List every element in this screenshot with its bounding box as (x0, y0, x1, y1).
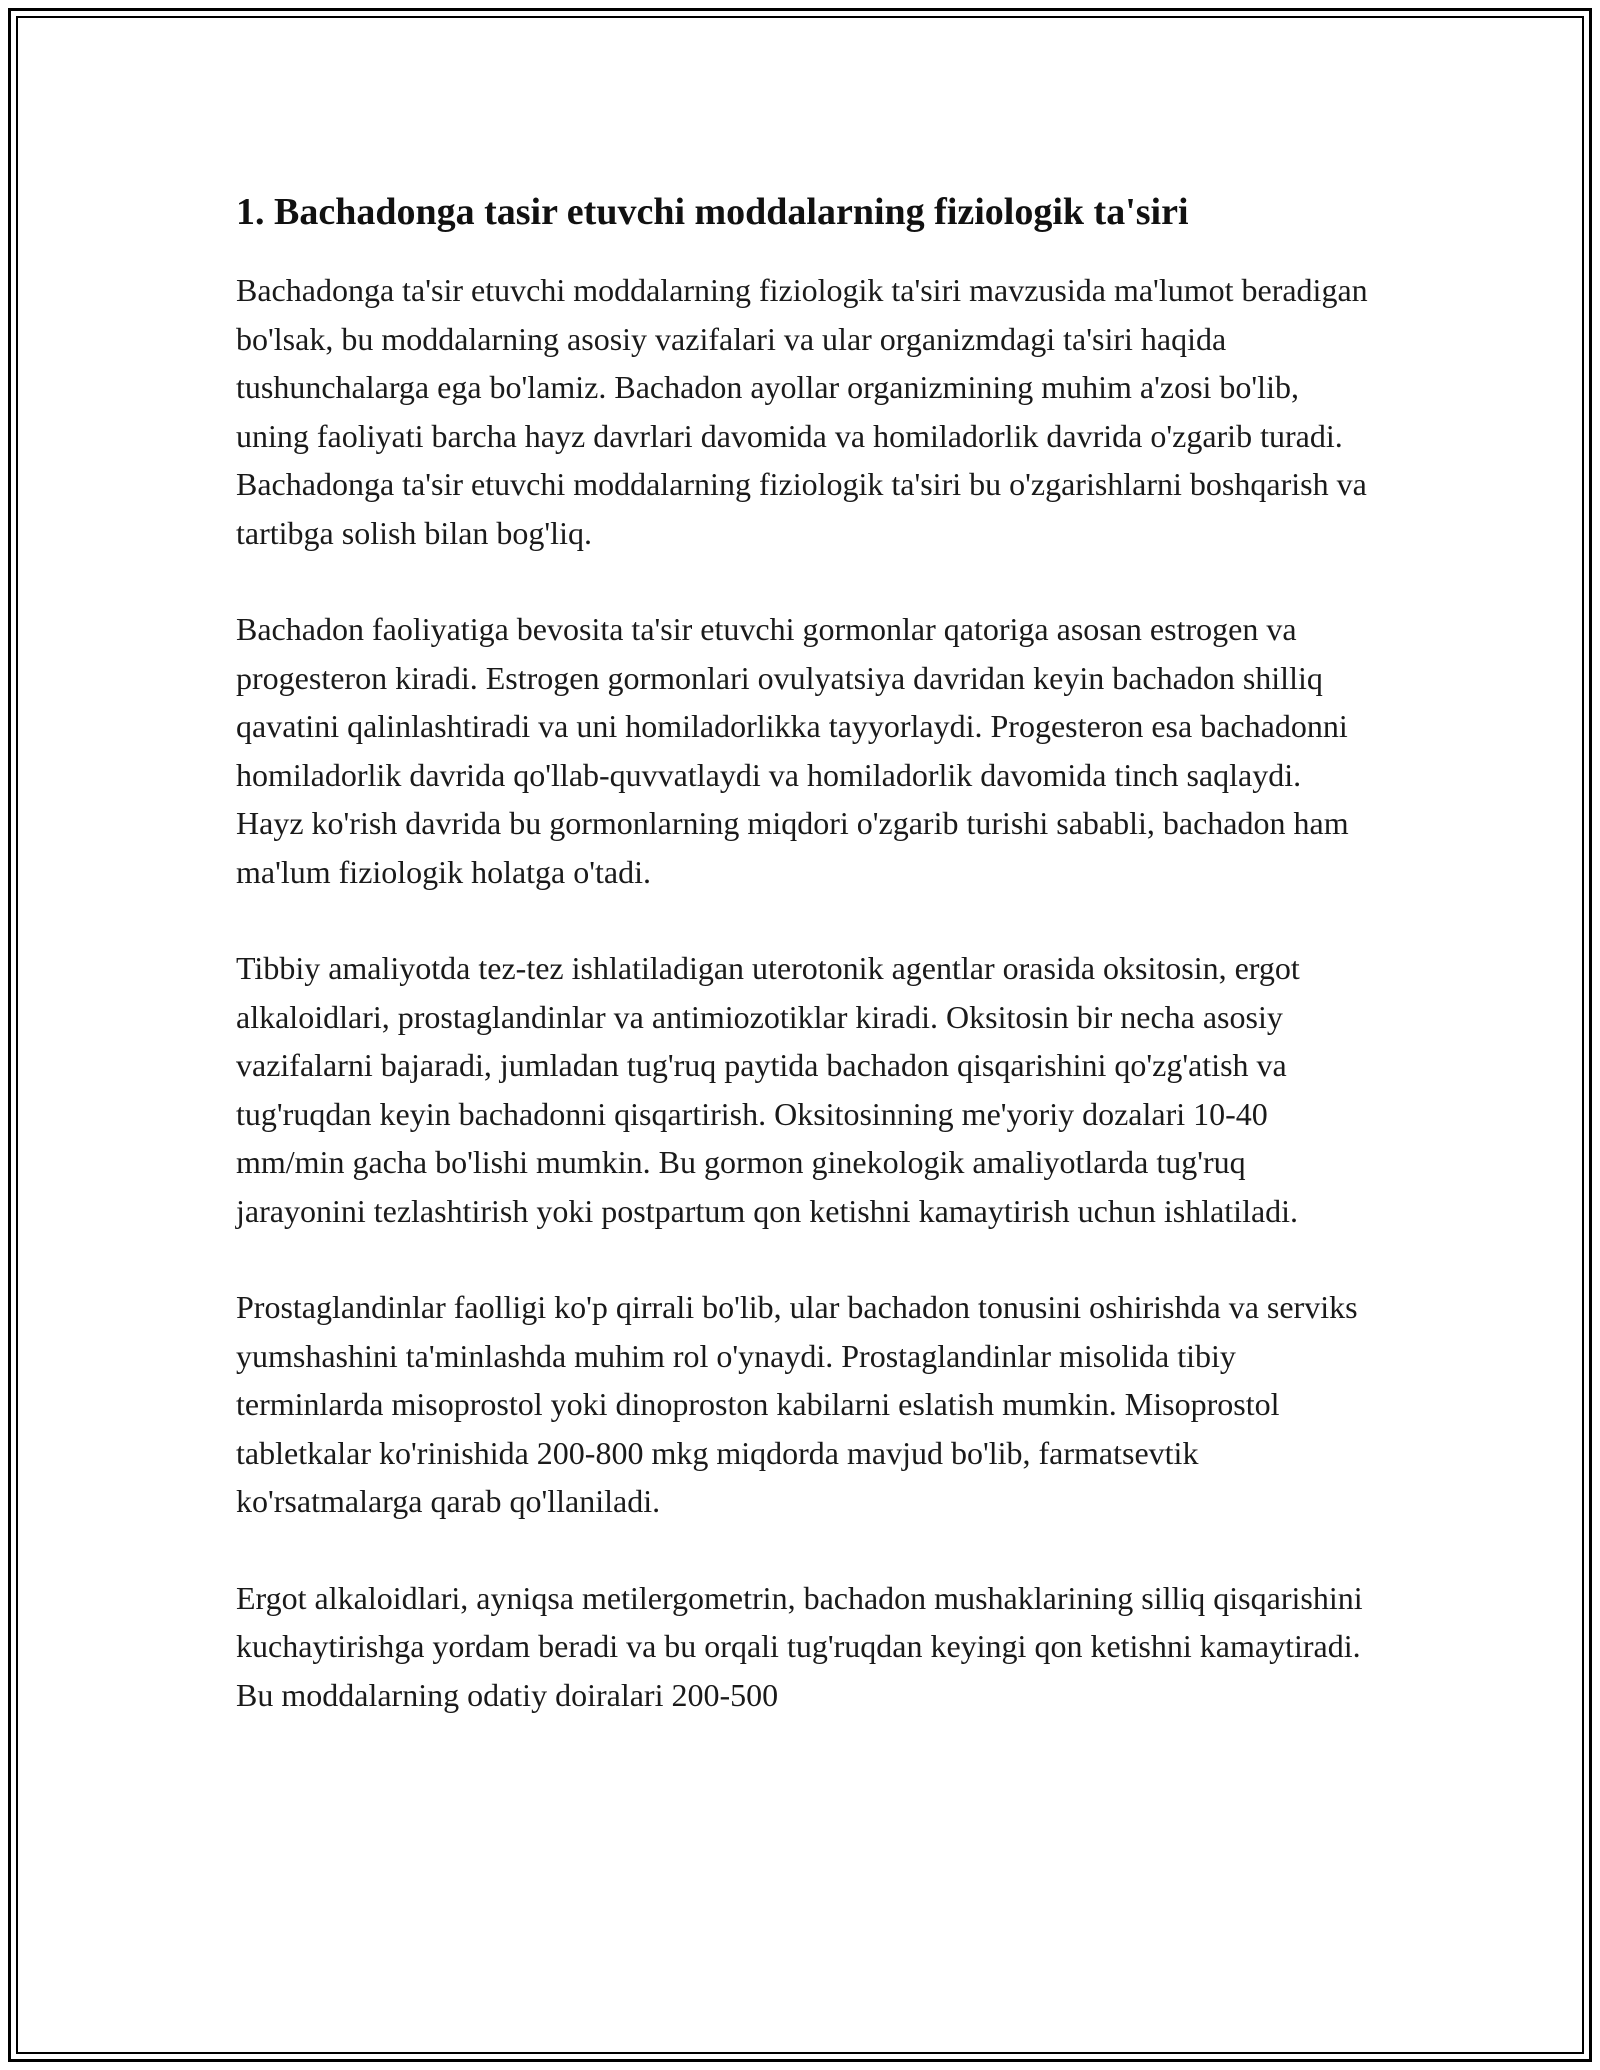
document-body (236, 184, 1376, 1767)
paragraph-ergot: Ergot alkaloidlari, ayniqsa metilergometrin, bachadon mushaklarining silliq qisqarishini kuchaytirishga yordam beradi va bu orqali tug'ruqdan keyingi qon ketishni kamaytiradi. Bu moddalarning odatiy doiralari 200-500 (236, 1579, 1363, 1713)
paragraph-intro: Bachadonga ta'sir etuvchi moddalarning fiziologik ta'siri mavzusida ma'lumot beradigan bo'lsak, bu moddalarning asosiy vazifalari va ular organizmdagi ta'siri haqida tushunchalarga ega bo'lamiz. Bachadon ayollar organizmining muhim a'zosi bo'lib, uning faoliyati barcha hayz davrlari davomida va homiladorlik davrida o'zgarib turadi. Bachadonga ta'sir etuvchi moddalarning fiziologik ta'siri bu o'zgarishlarni boshqarish va tartibga solish bilan bog'liq. (236, 272, 1368, 551)
paragraph-uterotonics: Tibbiy amaliyotda tez-tez ishlatiladigan uterotonik agentlar orasida oksitosin, ergot alkaloidlari, prostaglandinlar va antimiozotiklar kiradi. Oksitosin bir necha asosiy vazifalarni bajaradi, jumladan tug'ruq paytida bachadon qisqarishini qo'zg'atish va tug'ruqdan keyin bachadonni qisqartirish. Oksitosinning me'yoriy dozalari 10-40 mm/min gacha bo'lishi mumkin. Bu gormon ginekologik amaliyotlarda tug'ruq jarayonini tezlashtirish yoki postpartum qon ketishni kamaytirish uchun ishlatiladi. (236, 950, 1300, 1229)
section-heading: 1. Bachadonga tasir etuvchi moddalarning fiziologik ta'siri (236, 191, 1189, 233)
paragraph-hormones: Bachadon faoliyatiga bevosita ta'sir etuvchi gormonlar qatoriga asosan estrogen va progesteron kiradi. Estrogen gormonlari ovulyatsiya davridan keyin bachadon shilliq qavatini qalinlashtiradi va uni homiladorlikka tayyorlaydi. Progesteron esa bachadonni homiladorlik davrida qo'llab-quvvatlaydi va homiladorlik davomida tinch saqlaydi. Hayz ko'rish davrida bu gormonlarning miqdori o'zgarib turishi sababli, bachadon ham ma'lum fiziologik holatga o'tadi. (236, 611, 1349, 890)
paragraph-prostaglandins: Prostaglandinlar faolligi ko'p qirrali bo'lib, ular bachadon tonusini oshirishda va serviks yumshashini ta'minlashda muhim rol o'ynaydi. Prostaglandinlar misolida tibiy terminlarda misoprostol yoki dinoproston kabilarni eslatish mumkin. Misoprostol tabletkalar ko'rinishida 200-800 mkg miqdorda mavjud bo'lib, farmatsevtik ko'rsatmalarga qarab qo'llaniladi. (236, 1289, 1358, 1519)
